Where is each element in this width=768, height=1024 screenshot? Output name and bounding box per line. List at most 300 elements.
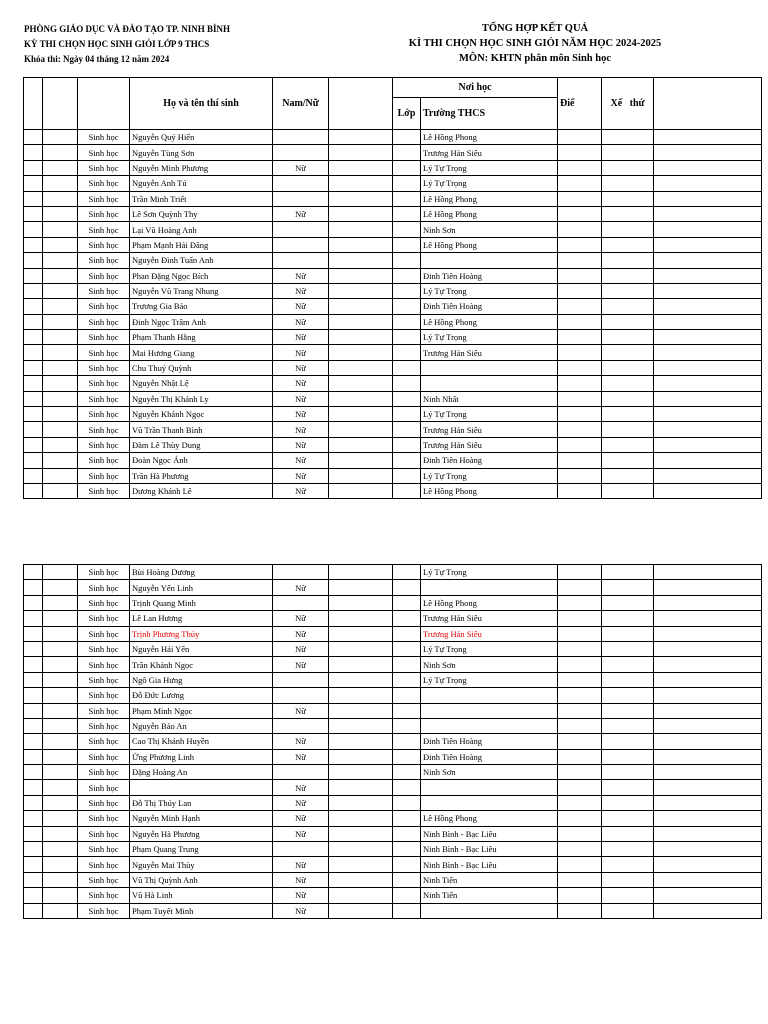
empty-cell <box>393 176 421 191</box>
sex-cell: Nữ <box>273 780 329 795</box>
school-cell: Trương Hán Siêu <box>421 437 558 452</box>
table-row <box>24 268 762 283</box>
sex-cell <box>273 222 329 237</box>
student-name-cell: Lê Sơn Quỳnh Thy <box>130 206 273 221</box>
empty-cell <box>602 130 654 145</box>
empty-cell <box>393 360 421 375</box>
school-cell: Ninh Bình - Bạc Liêu <box>421 842 558 857</box>
empty-cell <box>558 734 602 749</box>
empty-cell <box>393 314 421 329</box>
empty-cell <box>43 483 78 498</box>
table-row <box>24 330 762 345</box>
empty-cell <box>329 749 393 764</box>
empty-cell <box>602 176 654 191</box>
empty-cell <box>654 795 762 810</box>
subject-cell: Sinh học <box>78 206 130 221</box>
empty-cell <box>558 253 602 268</box>
empty-cell <box>602 734 654 749</box>
empty-cell <box>393 611 421 626</box>
empty-cell <box>558 826 602 841</box>
col-place-header: Nơi học <box>393 78 558 98</box>
school-cell: Lê Hồng Phong <box>421 314 558 329</box>
sex-cell: Nữ <box>273 811 329 826</box>
school-cell: Ninh Bình - Bạc Liêu <box>421 826 558 841</box>
table-row <box>24 657 762 672</box>
empty-cell <box>393 888 421 903</box>
empty-cell <box>602 903 654 918</box>
empty-cell <box>393 222 421 237</box>
student-name-cell: Nguyễn Hải Yến <box>130 641 273 656</box>
student-name-cell: Vũ Hà Linh <box>130 888 273 903</box>
empty-cell <box>558 468 602 483</box>
school-cell: Trương Hán Siêu <box>421 145 558 160</box>
table-row <box>24 468 762 483</box>
empty-cell <box>602 407 654 422</box>
student-name-cell: Nguyễn Nhật Lệ <box>130 376 273 391</box>
school-cell: Ninh Sơn <box>421 657 558 672</box>
empty-cell <box>43 314 78 329</box>
empty-cell <box>24 703 43 718</box>
school-cell: Lê Hồng Phong <box>421 191 558 206</box>
student-name-cell: Nguyễn Vũ Trang Nhung <box>130 283 273 298</box>
school-cell: Ninh Nhất <box>421 391 558 406</box>
sex-cell <box>273 130 329 145</box>
student-name-cell: Nguyễn Tùng Sơn <box>130 145 273 160</box>
empty-cell <box>558 376 602 391</box>
empty-cell <box>24 626 43 641</box>
empty-cell <box>654 299 762 314</box>
school-cell <box>421 703 558 718</box>
school-cell: Lý Tự Trọng <box>421 407 558 422</box>
report-subtitle: KÌ THI CHỌN HỌC SINH GIỎI NĂM HỌC 2024-2025 <box>408 38 662 49</box>
empty-cell <box>43 268 78 283</box>
empty-cell <box>43 811 78 826</box>
empty-cell <box>393 160 421 175</box>
empty-cell <box>558 360 602 375</box>
empty-cell <box>43 453 78 468</box>
empty-cell <box>602 437 654 452</box>
empty-cell <box>558 688 602 703</box>
student-name-cell: Trần Khánh Ngọc <box>130 657 273 672</box>
empty-cell <box>654 626 762 641</box>
empty-cell <box>329 826 393 841</box>
empty-cell <box>43 299 78 314</box>
empty-cell <box>602 641 654 656</box>
sex-cell: Nữ <box>273 641 329 656</box>
empty-cell <box>602 483 654 498</box>
empty-cell <box>602 580 654 595</box>
empty-cell <box>24 657 43 672</box>
empty-cell <box>558 437 602 452</box>
empty-cell <box>558 268 602 283</box>
student-name-cell: Phạm Thanh Hằng <box>130 330 273 345</box>
empty-cell <box>24 641 43 656</box>
empty-cell <box>43 872 78 887</box>
sex-cell: Nữ <box>273 437 329 452</box>
subject-cell: Sinh học <box>78 422 130 437</box>
empty-cell <box>558 857 602 872</box>
empty-cell <box>558 130 602 145</box>
empty-cell <box>558 283 602 298</box>
empty-cell <box>558 483 602 498</box>
empty-cell <box>329 360 393 375</box>
empty-cell <box>602 826 654 841</box>
empty-cell <box>393 483 421 498</box>
empty-cell <box>558 626 602 641</box>
table-row <box>24 360 762 375</box>
school-cell: Ninh Sơn <box>421 765 558 780</box>
table-row <box>24 672 762 687</box>
empty-cell <box>43 253 78 268</box>
empty-cell <box>602 857 654 872</box>
empty-cell <box>393 657 421 672</box>
empty-cell <box>654 811 762 826</box>
empty-cell <box>558 872 602 887</box>
empty-cell <box>602 360 654 375</box>
empty-cell <box>654 565 762 580</box>
table-row <box>24 160 762 175</box>
table-row <box>24 453 762 468</box>
table-row <box>24 811 762 826</box>
school-cell: Lý Tự Trọng <box>421 160 558 175</box>
empty-cell <box>43 191 78 206</box>
subject-cell: Sinh học <box>78 688 130 703</box>
school-cell: Lý Tự Trọng <box>421 672 558 687</box>
sex-cell: Nữ <box>273 580 329 595</box>
empty-cell <box>393 718 421 733</box>
student-name-cell: Trương Gia Bảo <box>130 299 273 314</box>
empty-cell <box>602 765 654 780</box>
subject-cell: Sinh học <box>78 176 130 191</box>
student-name-cell: Nguyễn Khánh Ngọc <box>130 407 273 422</box>
empty-cell <box>24 734 43 749</box>
empty-cell <box>24 268 43 283</box>
empty-cell <box>393 641 421 656</box>
empty-cell <box>654 872 762 887</box>
school-cell: Trương Hán Siêu <box>421 422 558 437</box>
empty-cell <box>393 811 421 826</box>
empty-cell <box>393 437 421 452</box>
empty-cell <box>602 718 654 733</box>
empty-cell <box>43 468 78 483</box>
subject-cell: Sinh học <box>78 626 130 641</box>
empty-cell <box>329 657 393 672</box>
empty-cell <box>393 780 421 795</box>
student-name-cell: Phạm Minh Ngọc <box>130 703 273 718</box>
empty-cell <box>602 842 654 857</box>
table-body-2 <box>24 565 762 919</box>
student-name-cell: Phạm Tuyết Minh <box>130 903 273 918</box>
sex-cell: Nữ <box>273 360 329 375</box>
sex-cell: Nữ <box>273 483 329 498</box>
student-name-cell: Nguyễn Yến Linh <box>130 580 273 595</box>
empty-cell <box>558 391 602 406</box>
subject-cell: Sinh học <box>78 483 130 498</box>
empty-cell <box>558 160 602 175</box>
table-row <box>24 299 762 314</box>
empty-cell <box>24 130 43 145</box>
student-name-cell: Đàm Lê Thùy Dung <box>130 437 273 452</box>
empty-cell <box>654 903 762 918</box>
empty-cell <box>602 565 654 580</box>
empty-cell <box>43 160 78 175</box>
sex-cell <box>273 672 329 687</box>
sex-cell: Nữ <box>273 268 329 283</box>
empty-cell <box>43 657 78 672</box>
empty-cell <box>24 299 43 314</box>
empty-cell <box>329 888 393 903</box>
subject-cell: Sinh học <box>78 145 130 160</box>
empty-cell <box>654 206 762 221</box>
empty-cell <box>24 765 43 780</box>
empty-cell <box>43 330 78 345</box>
student-name-cell: Ứng Phương Linh <box>130 749 273 764</box>
sex-cell <box>273 718 329 733</box>
student-name-cell: Đinh Ngọc Trâm Anh <box>130 314 273 329</box>
student-name-cell: Nguyễn Quý Hiển <box>130 130 273 145</box>
subject-cell: Sinh học <box>78 857 130 872</box>
subject-cell: Sinh học <box>78 314 130 329</box>
empty-cell <box>24 672 43 687</box>
table-row <box>24 237 762 252</box>
empty-cell <box>602 611 654 626</box>
sex-cell: Nữ <box>273 826 329 841</box>
empty-cell <box>329 268 393 283</box>
sex-cell: Nữ <box>273 626 329 641</box>
results-table-1 <box>23 77 762 499</box>
empty-cell <box>558 314 602 329</box>
empty-cell <box>43 903 78 918</box>
empty-cell <box>393 253 421 268</box>
student-name-cell <box>130 780 273 795</box>
school-cell: Lê Hồng Phong <box>421 206 558 221</box>
empty-cell <box>329 176 393 191</box>
sex-cell: Nữ <box>273 314 329 329</box>
school-cell <box>421 253 558 268</box>
empty-cell <box>654 672 762 687</box>
subject-cell: Sinh học <box>78 437 130 452</box>
empty-cell <box>24 611 43 626</box>
empty-cell <box>654 595 762 610</box>
empty-cell <box>329 483 393 498</box>
empty-cell <box>329 626 393 641</box>
empty-cell <box>558 657 602 672</box>
empty-cell <box>558 888 602 903</box>
empty-cell <box>558 222 602 237</box>
empty-cell <box>43 376 78 391</box>
empty-cell <box>558 330 602 345</box>
school-cell: Trương Hán Siêu <box>421 626 558 641</box>
table-row <box>24 145 762 160</box>
sex-cell: Nữ <box>273 872 329 887</box>
empty-cell <box>24 437 43 452</box>
empty-cell <box>24 253 43 268</box>
subject-cell: Sinh học <box>78 657 130 672</box>
subject-cell: Sinh học <box>78 160 130 175</box>
school-cell <box>421 376 558 391</box>
empty-cell <box>602 626 654 641</box>
sex-cell <box>273 237 329 252</box>
school-cell: Lý Tự Trọng <box>421 176 558 191</box>
empty-cell <box>329 160 393 175</box>
student-name-cell: Trịnh Phương Thủy <box>130 626 273 641</box>
subject-cell: Sinh học <box>78 222 130 237</box>
empty-cell <box>43 283 78 298</box>
empty-cell <box>558 780 602 795</box>
empty-cell <box>43 611 78 626</box>
empty-cell <box>602 795 654 810</box>
subject-cell: Sinh học <box>78 376 130 391</box>
table-row <box>24 872 762 887</box>
empty-cell <box>24 222 43 237</box>
empty-cell <box>558 749 602 764</box>
empty-cell <box>602 145 654 160</box>
empty-cell <box>654 145 762 160</box>
school-cell <box>421 718 558 733</box>
sex-cell: Nữ <box>273 468 329 483</box>
subject-cell: Sinh học <box>78 611 130 626</box>
student-name-cell: Đỗ Đức Lương <box>130 688 273 703</box>
table-row <box>24 688 762 703</box>
school-cell: Lê Hồng Phong <box>421 811 558 826</box>
empty-cell <box>24 176 43 191</box>
school-cell: Lý Tự Trọng <box>421 565 558 580</box>
empty-cell <box>393 903 421 918</box>
empty-cell <box>43 595 78 610</box>
empty-cell <box>329 734 393 749</box>
empty-cell <box>24 872 43 887</box>
empty-cell <box>43 345 78 360</box>
empty-cell <box>43 626 78 641</box>
sex-cell <box>273 595 329 610</box>
table-row <box>24 483 762 498</box>
school-cell <box>421 780 558 795</box>
empty-cell <box>654 376 762 391</box>
empty-cell <box>602 206 654 221</box>
subject-cell: Sinh học <box>78 672 130 687</box>
empty-cell <box>654 160 762 175</box>
empty-cell <box>602 376 654 391</box>
empty-cell <box>654 580 762 595</box>
empty-cell <box>24 376 43 391</box>
empty-cell <box>393 283 421 298</box>
empty-cell <box>393 734 421 749</box>
table-row <box>24 314 762 329</box>
subject-cell: Sinh học <box>78 826 130 841</box>
student-name-cell: Nguyễn Anh Tú <box>130 176 273 191</box>
empty-cell <box>558 237 602 252</box>
empty-cell <box>24 145 43 160</box>
empty-cell <box>602 237 654 252</box>
student-name-cell: Phạm Mạnh Hải Đăng <box>130 237 273 252</box>
table-row <box>24 857 762 872</box>
empty-cell <box>329 872 393 887</box>
empty-cell <box>393 330 421 345</box>
table-row <box>24 376 762 391</box>
empty-cell <box>602 595 654 610</box>
empty-cell <box>329 345 393 360</box>
empty-cell <box>393 595 421 610</box>
table-header <box>24 78 762 130</box>
empty-cell <box>24 468 43 483</box>
subject-cell: Sinh học <box>78 565 130 580</box>
sex-cell <box>273 688 329 703</box>
header-right <box>380 21 690 66</box>
empty-cell <box>393 749 421 764</box>
empty-cell <box>329 611 393 626</box>
empty-cell <box>329 206 393 221</box>
empty-cell <box>393 130 421 145</box>
sex-cell: Nữ <box>273 330 329 345</box>
empty-cell <box>43 780 78 795</box>
empty-cell <box>654 734 762 749</box>
student-name-cell: Vũ Trần Thanh Bình <box>130 422 273 437</box>
sex-cell: Nữ <box>273 283 329 298</box>
empty-cell <box>24 360 43 375</box>
table-row <box>24 718 762 733</box>
subject-cell: Sinh học <box>78 453 130 468</box>
empty-cell <box>654 283 762 298</box>
table-row <box>24 345 762 360</box>
subject-cell: Sinh học <box>78 641 130 656</box>
empty-cell <box>558 795 602 810</box>
school-cell: Ninh Bình - Bạc Liêu <box>421 857 558 872</box>
empty-cell <box>558 145 602 160</box>
empty-cell <box>329 780 393 795</box>
empty-cell <box>393 795 421 810</box>
empty-cell <box>558 718 602 733</box>
table-row <box>24 222 762 237</box>
col-rank-header: Xế thứ <box>602 78 654 130</box>
empty-cell <box>43 176 78 191</box>
empty-cell <box>43 842 78 857</box>
empty-cell <box>329 453 393 468</box>
empty-cell <box>393 453 421 468</box>
empty-cell <box>654 268 762 283</box>
empty-cell <box>329 314 393 329</box>
empty-cell <box>329 565 393 580</box>
empty-cell <box>654 330 762 345</box>
empty-cell <box>654 468 762 483</box>
subject-cell: Sinh học <box>78 268 130 283</box>
empty-cell <box>43 360 78 375</box>
empty-cell <box>24 749 43 764</box>
school-cell: Đinh Tiên Hoàng <box>421 453 558 468</box>
empty-cell <box>24 595 43 610</box>
empty-cell <box>329 283 393 298</box>
empty-cell <box>329 641 393 656</box>
empty-cell <box>24 453 43 468</box>
sex-cell: Nữ <box>273 160 329 175</box>
empty-cell <box>393 268 421 283</box>
empty-cell <box>393 422 421 437</box>
student-name-cell: Nguyễn Minh Hạnh <box>130 811 273 826</box>
department-name: PHÒNG GIÁO DỤC VÀ ĐÀO TẠO TP. NINH BÌNH <box>24 24 230 34</box>
col-class-header: Lớp <box>393 98 421 130</box>
school-cell: Lê Hồng Phong <box>421 130 558 145</box>
sex-cell <box>273 765 329 780</box>
empty-cell <box>24 391 43 406</box>
empty-cell <box>558 565 602 580</box>
empty-cell <box>602 391 654 406</box>
empty-cell <box>24 795 43 810</box>
empty-cell <box>654 314 762 329</box>
empty-cell <box>329 857 393 872</box>
school-cell <box>421 795 558 810</box>
empty-cell <box>24 191 43 206</box>
empty-cell <box>558 842 602 857</box>
empty-cell <box>43 565 78 580</box>
